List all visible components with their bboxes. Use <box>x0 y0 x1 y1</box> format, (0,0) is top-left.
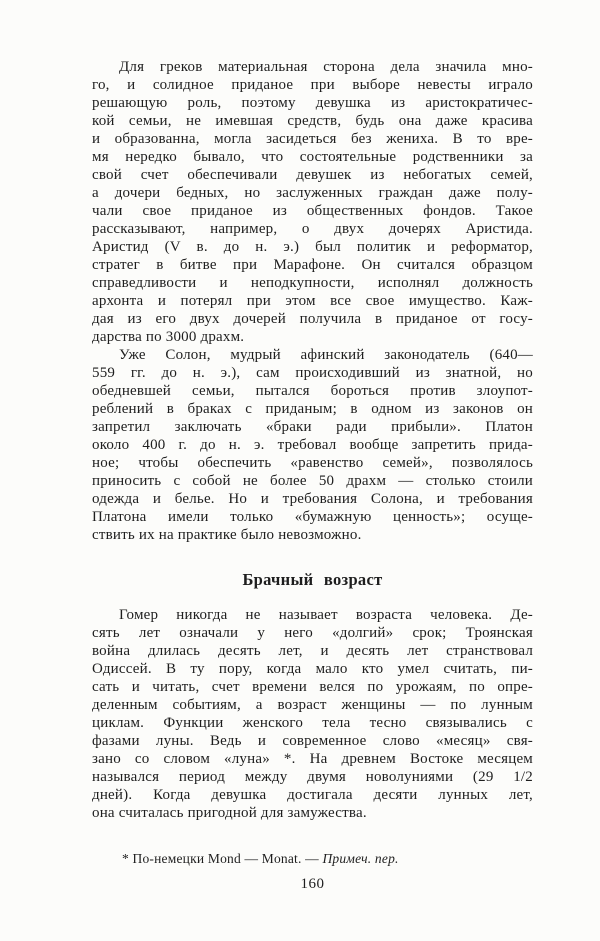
text-line: дая из его двух дочерей получила в приданое от госу- <box>92 311 533 327</box>
section-heading: Брачный возраст <box>242 570 383 589</box>
text-line: ствить их на практике было невозможно. <box>92 527 362 543</box>
text-block <box>92 58 533 893</box>
footnote-attribution: Примеч. пер. <box>322 851 399 866</box>
text-line: реблений в браках с приданым; в одном из законов он <box>92 401 533 417</box>
page-number: 160 <box>300 876 325 892</box>
text-line: назывался период между двумя новолуниями (29 1/2 <box>92 769 533 785</box>
footnote-marker: * <box>122 851 129 866</box>
text-line: кой семьи, не имевшая средств, будь она даже красива <box>92 113 533 129</box>
text-line: Платона имели только «бумажную ценность»; осуще- <box>92 509 533 525</box>
text-line: она считалась пригодной для замужества. <box>92 805 367 821</box>
text-line: запретил заключать «браки ради прибыли». Платон <box>92 419 533 435</box>
text-line: Для греков материальная сторона дела значила мно- <box>119 59 533 75</box>
footnote-text: По-немецки Mond — Monat. — <box>132 851 319 866</box>
text-line: справедливости и неподкупности, исполнял должность <box>92 275 533 291</box>
text-line: мя нередко бывало, что состоятельные родственники за <box>92 149 533 165</box>
text-line: сать и читать, счет времени велся по урожаям, по опре- <box>92 679 533 695</box>
text-line: Одиссей. В ту пору, когда мало кто умел считать, пи- <box>92 661 533 677</box>
text-line: решающую роль, поэтому девушка из аристократичес- <box>92 95 533 111</box>
text-line: Уже Солон, мудрый афинский законодатель (640— <box>119 347 533 363</box>
text-line: рассказывают, например, о двух дочерях Аристида. <box>92 221 533 237</box>
text-line: обедневшей семьи, пытался бороться против злоупот- <box>92 383 533 399</box>
text-line: и образованна, могла засидеться без жениха. В то вре- <box>92 131 533 147</box>
text-line: зано со словом «луна» *. На древнем Востоке месяцем <box>92 751 533 767</box>
text-line: ное; чтобы обеспечить «равенство семей», позволялось <box>92 455 533 471</box>
text-line: Гомер никогда не называет возраста человека. Де- <box>119 607 533 623</box>
footnote <box>92 850 533 867</box>
paragraph-solon-platon <box>92 346 533 544</box>
text-line: циклам. Функции женского тела тесно связывались с <box>92 715 533 731</box>
text-line: сять лет означали у него «долгий» срок; Троянская <box>92 625 533 641</box>
text-line: дарства по 3000 драхм. <box>92 329 245 345</box>
text-line: дней). Когда девушка достигала десяти лунных лет, <box>92 787 533 803</box>
text-line: стратег в битве при Марафоне. Он считался образцом <box>92 257 533 273</box>
paragraph-homer-age <box>92 606 533 822</box>
text-line: 559 гг. до н. э.), сам происходивший из знатной, но <box>92 365 533 381</box>
text-line: приносить с собой не более 50 драхм — столько стоили <box>92 473 533 489</box>
text-line: Аристид (V в. до н. э.) был политик и реформатор, <box>92 239 533 255</box>
text-line: архонта и потерял при этом все свое имущество. Каж- <box>92 293 533 309</box>
paragraph-dowry-greeks <box>92 58 533 346</box>
text-line: чали свое приданое из общественных фондов. Такое <box>92 203 533 219</box>
text-line: война длилась десять лет, и десять лет странствовал <box>92 643 533 659</box>
text-line: около 400 г. до н. э. требовал вообще запретить прида- <box>92 437 533 453</box>
text-line: а дочери бедных, но заслуженных граждан даже полу- <box>92 185 533 201</box>
text-line: одежда и белье. Но и требования Солона, и требования <box>92 491 533 507</box>
text-line: свой счет обеспечивали девушек из небогатых семей, <box>92 167 533 183</box>
text-line: деленным событиям, а возраст женщины — по лунным <box>92 697 533 713</box>
text-line: фазами луны. Ведь и современное слово «месяц» свя- <box>92 733 533 749</box>
text-line: го, и солидное приданое при выборе невесты играло <box>92 77 533 93</box>
